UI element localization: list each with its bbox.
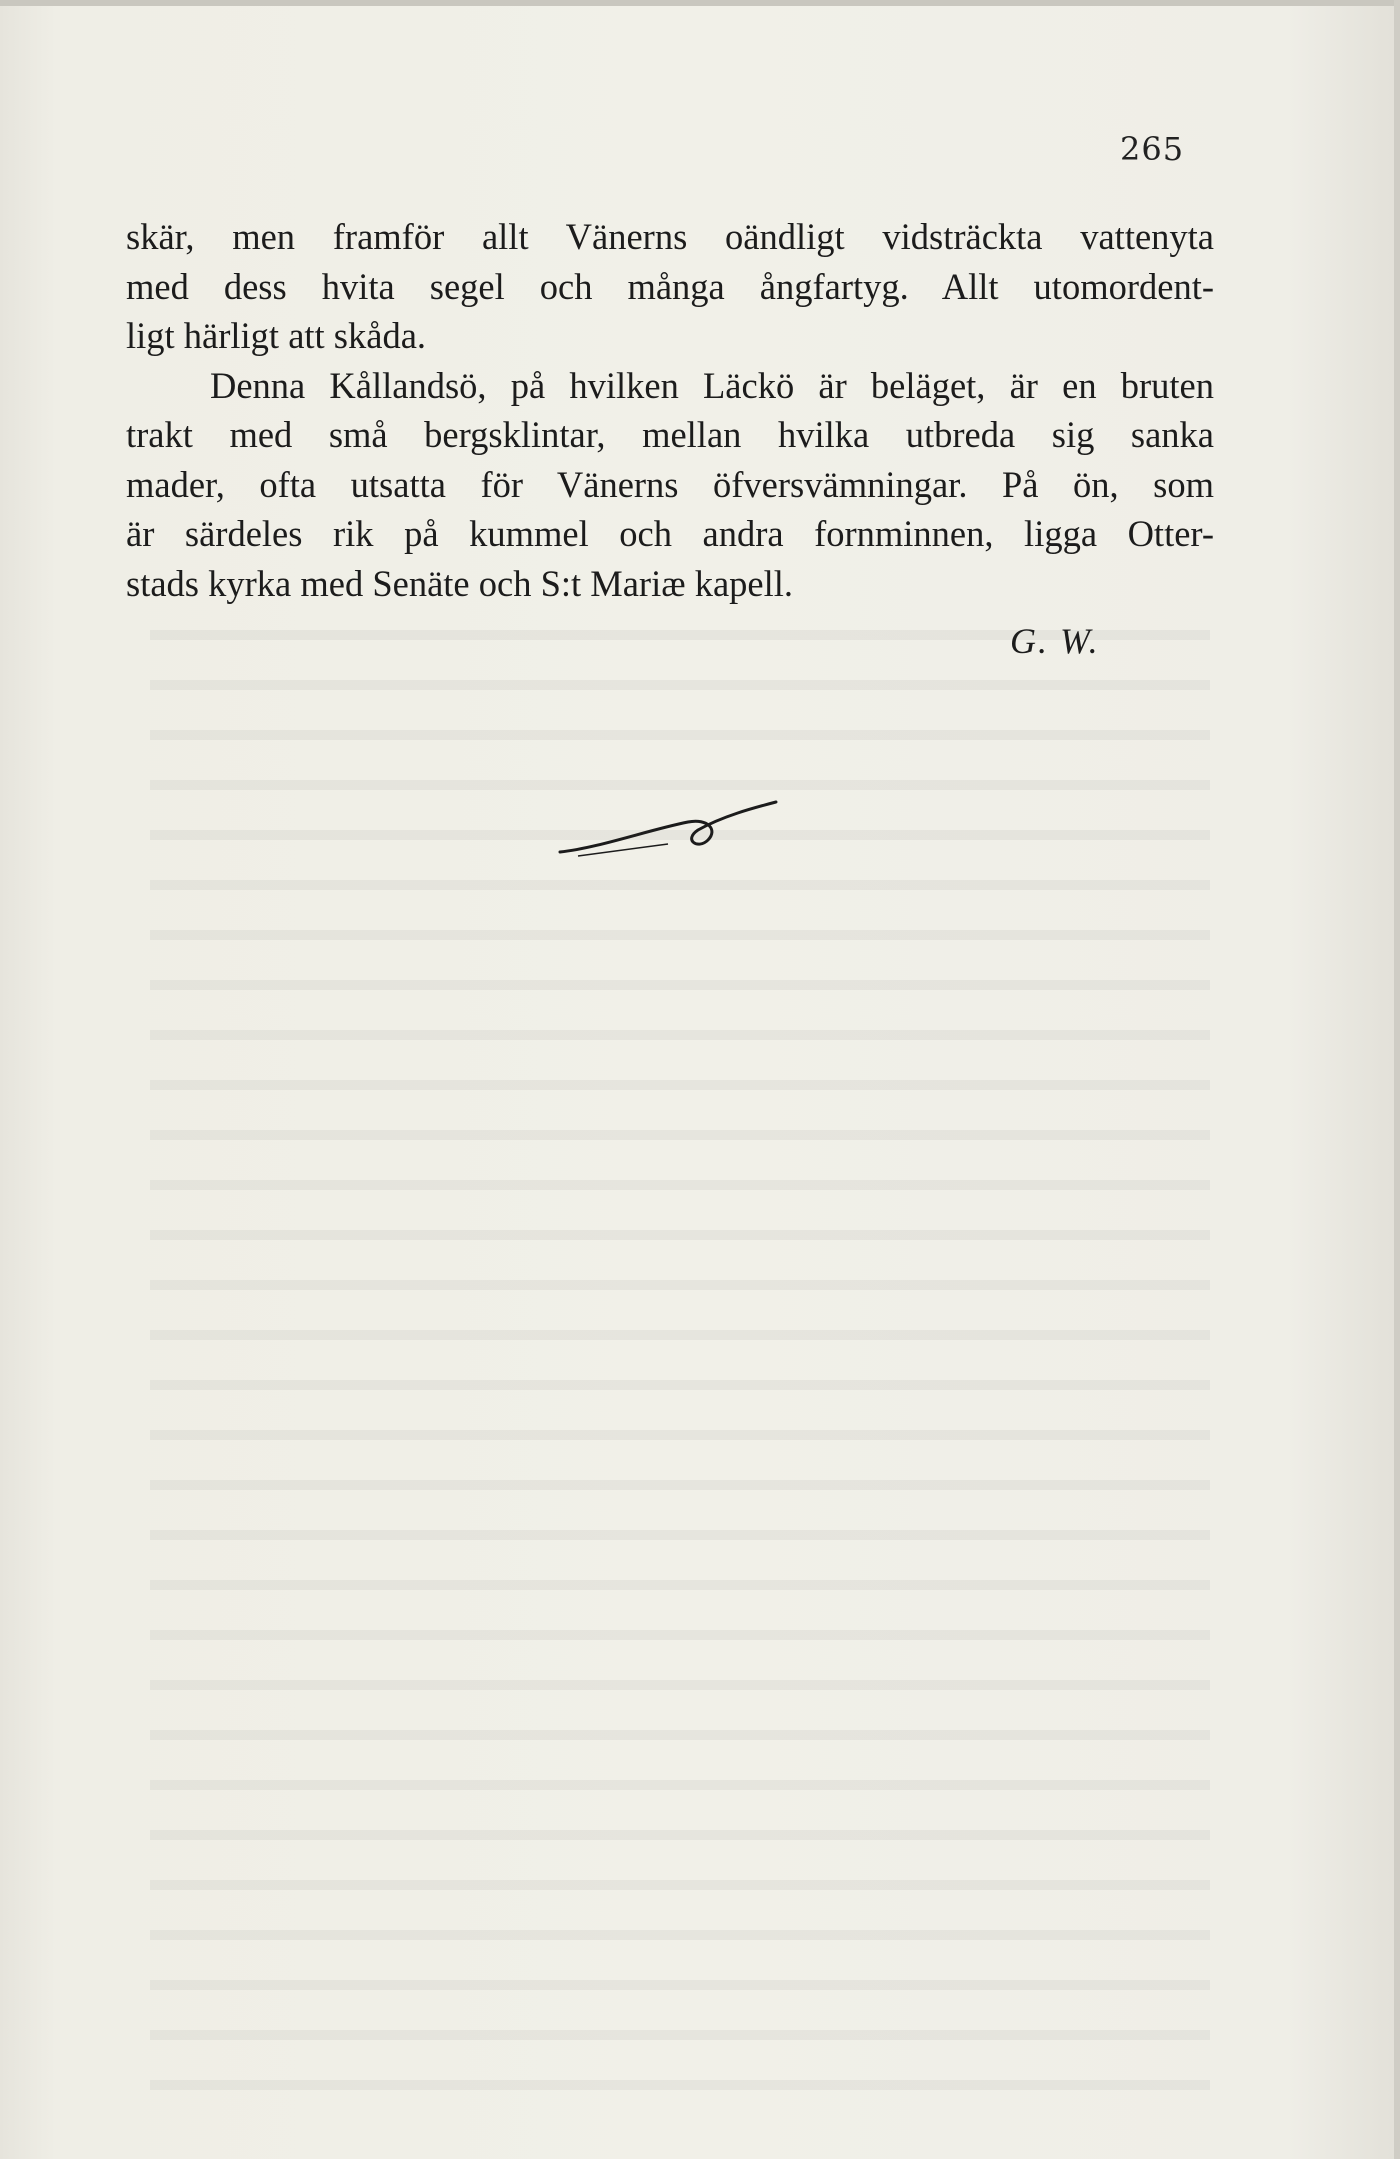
page-number: 265: [1120, 130, 1185, 168]
text-line: Denna Kållandsö, på hvilken Läckö är beläget, är en bruten: [210, 364, 1214, 406]
author-signature: G. W.: [1010, 621, 1100, 661]
page-right-edge: [1394, 0, 1400, 2159]
text-line: med dess hvita segel och många ångfartyg. Allt utomordent-: [126, 265, 1214, 307]
text-line: ligt härligt att skåda.: [126, 315, 427, 356]
text-line: stads kyrka med Senäte och S:t Mariæ kapell.: [126, 562, 793, 604]
end-flourish-icon: [558, 800, 778, 860]
text-line: mader, ofta utsatta för Vänerns öfversvämningar. På ön, som: [126, 463, 1214, 505]
paragraph-1: [126, 212, 1214, 361]
text-line: trakt med små bergsklintar, mellan hvilka utbreda sig sanka: [126, 414, 1214, 455]
body-text: [126, 212, 1214, 608]
paragraph-2: [126, 361, 1214, 609]
page-top-edge: [0, 0, 1400, 6]
text-line: skär, men framför allt Vänerns oändligt vidsträckta vattenyta: [126, 216, 1214, 257]
text-line: är särdeles rik på kummel och andra fornminnen, ligga Otter-: [126, 513, 1214, 554]
